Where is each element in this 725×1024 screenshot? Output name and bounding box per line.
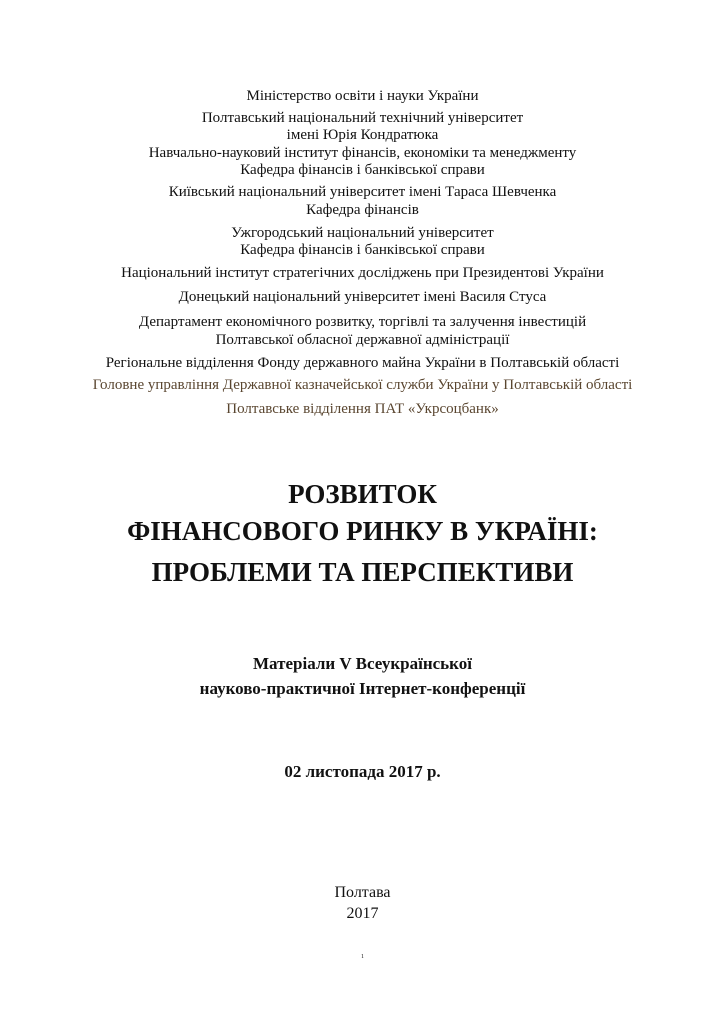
- org-line: Донецький національний університет імені Василя Стуса: [178, 289, 547, 305]
- title-line: ФІНАНСОВОГО РИНКУ В УКРАЇНІ:: [127, 516, 598, 546]
- subtitle-line: науково-практичної Інтернет-конференції: [199, 679, 526, 698]
- org-line: Кафедра фінансів: [306, 202, 419, 218]
- org-line: Полтавський національний технічний університет: [201, 110, 524, 126]
- page-number: 1: [361, 954, 364, 960]
- org-line: Полтавської обласної державної адміністрації: [215, 332, 510, 348]
- title-line: РОЗВИТОК: [288, 479, 437, 509]
- org-line: Департамент економічного розвитку, торгівлі та залучення інвестицій: [138, 314, 587, 330]
- org-line: Кафедра фінансів і банківської справи: [240, 242, 485, 258]
- org-line: Кафедра фінансів і банківської справи: [240, 162, 485, 178]
- org-line: Регіональне відділення Фонду державного майна України в Полтавській області: [105, 355, 620, 371]
- org-line: Міністерство освіти і науки України: [246, 88, 479, 104]
- org-line: Полтавське відділення ПАТ «Укрсоцбанк»: [226, 401, 499, 417]
- org-line: Навчально-науковий інститут фінансів, економіки та менеджменту: [148, 145, 577, 161]
- org-line: Головне управління Державної казначейської служби України у Полтавській області: [92, 377, 633, 393]
- org-line: Ужгородський національний університет: [231, 225, 494, 241]
- org-line: імені Юрія Кондратюка: [286, 127, 439, 143]
- org-line: Національний інститут стратегічних досліджень при Президентові України: [121, 265, 604, 281]
- conference-date: 02 листопада 2017 р.: [284, 762, 441, 781]
- year: 2017: [346, 905, 379, 922]
- city: Полтава: [334, 884, 391, 901]
- subtitle-line: Матеріали V Всеукраїнської: [253, 654, 472, 673]
- title-line: ПРОБЛЕМИ ТА ПЕРСПЕКТИВИ: [151, 557, 574, 587]
- org-line: Київський національний університет імені Тараса Шевченка: [168, 184, 557, 200]
